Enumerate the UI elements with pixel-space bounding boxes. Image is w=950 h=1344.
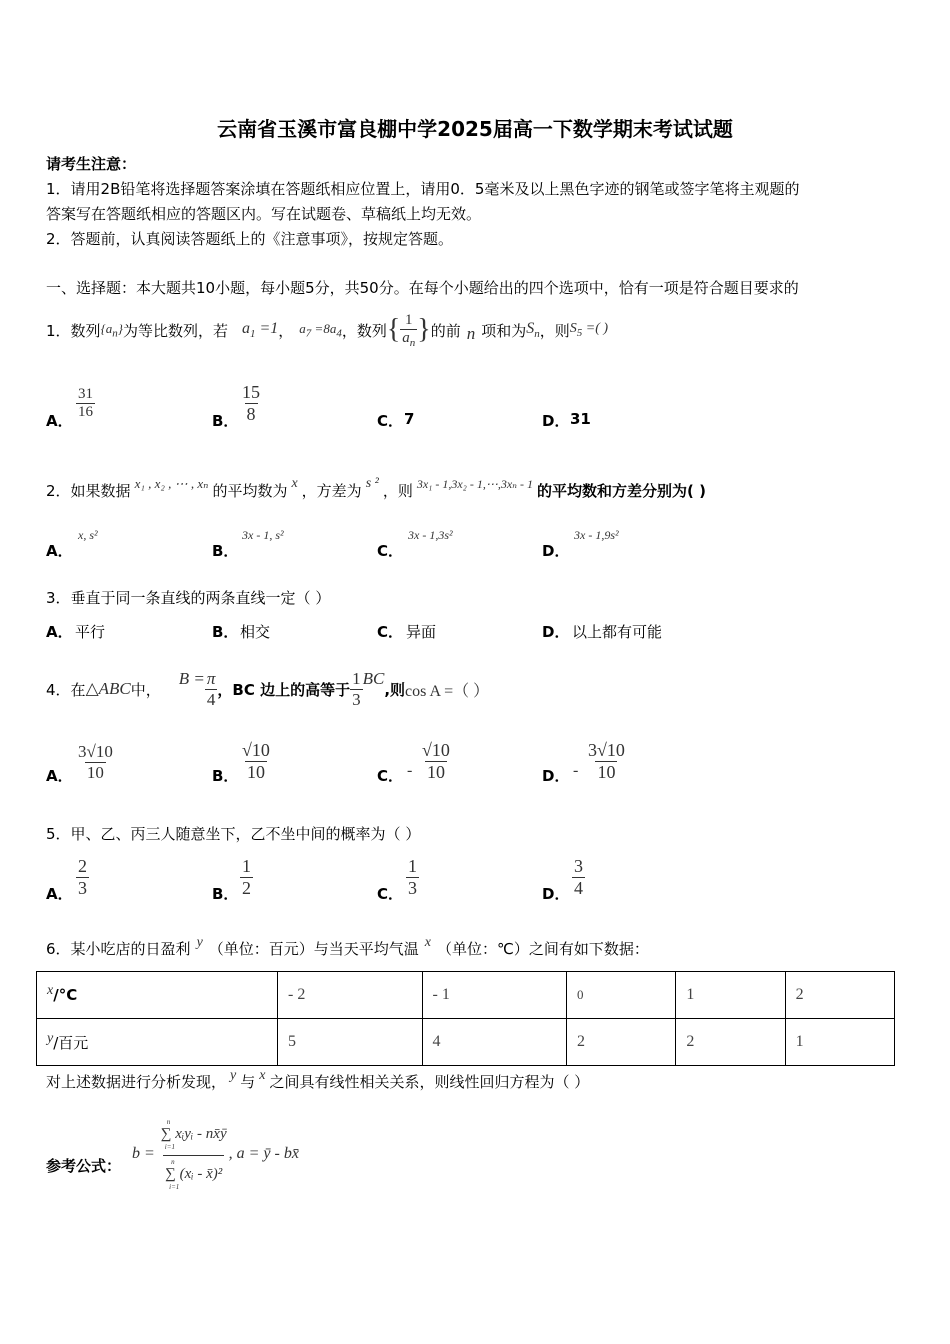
q3-option-b-label: B． — [212, 623, 239, 641]
question-1 — [46, 300, 608, 360]
q4-option-b-value — [240, 740, 272, 783]
q2-option-b-label: B． — [212, 542, 239, 560]
q4-text-3: ，BC 边上的高等于 — [217, 680, 351, 699]
q2-option-d-label: D． — [542, 542, 570, 560]
q2-option-d-value: 3x - 1,9s² — [574, 528, 619, 542]
table-cell: 2 — [785, 972, 894, 1019]
table-cell: 1 — [676, 972, 785, 1019]
q3-option-c-label: C． — [377, 623, 404, 641]
q1-option-a-value — [76, 386, 95, 421]
q2-option-a-label: A． — [46, 542, 73, 560]
q6-after-y: y — [230, 1068, 237, 1083]
q1-math-a1-end: =1 — [255, 319, 279, 337]
q1-math-a1: a — [241, 319, 250, 337]
q4-angle-num: π — [206, 668, 216, 688]
formula-sum-bottom-den: i=1 — [169, 1182, 180, 1191]
q4-math-triangle: △ABC — [85, 679, 131, 698]
formula-sum-bottom-num: i=1 — [164, 1142, 175, 1151]
q4-b-num: √10 — [242, 740, 270, 760]
formula-a: , a = ȳ - bx̄ — [228, 1145, 299, 1162]
data-table — [36, 971, 895, 1066]
notice-line-2: 答案写在答题纸相应的答题区内。写在试题卷、草稿纸上均无效。 — [46, 205, 482, 223]
q4-option-d-sign: - — [573, 762, 579, 779]
formula-denominator: ∑ (xᵢ - x̄)² — [165, 1165, 223, 1182]
q5-option-d-value — [572, 856, 585, 899]
table-cell: - 2 — [278, 972, 423, 1019]
q4-angle-den: 4 — [206, 689, 216, 709]
q5-option-b-label: B． — [212, 885, 239, 903]
q1-math-a1-sub: 1 — [249, 328, 256, 341]
q1-text-1: 数列 — [70, 321, 101, 340]
q1-option-d-label: D． — [542, 412, 570, 430]
q4-text-4: ,则 — [384, 680, 406, 699]
q5-c-num: 1 — [408, 856, 417, 876]
formula-numerator: ∑ xᵢyᵢ - nx̄ȳ — [160, 1125, 227, 1142]
q1-math-s5-end: =( ) — [582, 321, 609, 337]
q4-fraction-angle — [205, 669, 218, 710]
q1-math-s5: S — [569, 321, 577, 337]
q1-a-num: 31 — [78, 386, 93, 402]
q1-text-4: 的前 — [430, 321, 461, 340]
table-cell: 2 — [676, 1019, 785, 1066]
q2-math-variance: s ² — [365, 476, 379, 491]
q4-option-c-label: C． — [377, 767, 404, 785]
q1-option-c-label: C． — [377, 412, 404, 430]
q3-option-d-label: D． — [542, 623, 570, 641]
q6-text-3: （单位：℃）之间有如下数据： — [437, 939, 649, 958]
q6-math-x: x — [424, 935, 432, 950]
q6-after-2: 与 — [240, 1072, 256, 1091]
q2-text-4: ，则 — [382, 481, 413, 500]
q1-math-s5-sub: 5 — [576, 326, 583, 339]
q1-math-an-sub: n — [112, 327, 118, 340]
q4-d-den: 10 — [597, 762, 616, 782]
q1-text-3: ，数列 — [341, 321, 387, 340]
q4-math-bc: BC — [362, 669, 385, 688]
q2-math-mean: x — [291, 476, 298, 491]
q4-c-den: 10 — [426, 762, 445, 782]
formula-sum-top-num: n — [166, 1117, 171, 1126]
question-3: 3．垂直于同一条直线的两条直线一定（ ） — [46, 589, 331, 607]
q3-option-d-value: 以上都有可能 — [572, 623, 663, 641]
q4-math-cos: cos A =（ ） — [405, 682, 490, 700]
q1-option-c-value: 7 — [404, 410, 415, 428]
q4-c-num: √10 — [422, 740, 450, 760]
q5-option-c-value — [406, 856, 419, 899]
q1-fraction-num: 1 — [405, 311, 413, 328]
table-row — [37, 1019, 895, 1066]
q4-option-d-value — [586, 740, 627, 783]
q4-option-d-label: D． — [542, 767, 570, 785]
section-heading: 一、选择题：本大题共10小题，每小题5分，共50分。在每个小题给出的四个选项中，恰有一项是符合题目要求的 — [46, 279, 799, 297]
table-cell: 2 — [567, 1019, 676, 1066]
q1-math-an-end: } — [117, 320, 123, 336]
table-row-header-y — [37, 1019, 278, 1066]
q1-option-d-value: 31 — [570, 410, 591, 428]
q5-option-b-value — [240, 856, 253, 899]
question-6 — [46, 933, 649, 963]
q1-math-a7: a — [299, 320, 306, 336]
q6-text-2: （单位：百元）与当天平均气温 — [208, 939, 419, 958]
q3-option-a-value: 平行 — [75, 623, 106, 641]
q4-number: 4． — [46, 680, 71, 699]
q2-text-3: ，方差为 — [301, 481, 362, 500]
q3-option-a-label: A． — [46, 623, 73, 641]
q6-after-1: 对上述数据进行分析发现， — [46, 1072, 227, 1091]
q5-option-a-label: A． — [46, 885, 73, 903]
q4-b-den: 10 — [246, 762, 265, 782]
q5-d-num: 3 — [574, 856, 583, 876]
q6-analysis — [46, 1066, 589, 1096]
q1-a-den: 16 — [78, 404, 93, 420]
q1-brace-left: { — [386, 314, 401, 345]
q4-option-b-label: B． — [212, 767, 239, 785]
q2-option-a-value: x, s² — [78, 528, 98, 542]
q5-a-num: 2 — [78, 856, 87, 876]
table-head-y-unit: /百元 — [53, 1033, 89, 1052]
table-head-y-var: y — [47, 1030, 54, 1046]
q1-math-a4-sub: 4 — [336, 327, 342, 340]
q2-text-1: 如果数据 — [70, 481, 131, 500]
q2-option-c-value: 3x - 1,3s² — [408, 528, 453, 542]
q6-after-x: x — [259, 1068, 266, 1083]
q1-fraction — [400, 312, 417, 349]
q1-text-2: 为等比数列，若 — [122, 321, 228, 340]
q1-math-an: {a — [100, 320, 113, 336]
q1-brace-right: } — [417, 314, 431, 345]
notice-heading: 请考生注意： — [46, 155, 137, 173]
q4-option-a-value — [76, 742, 115, 783]
table-cell: 0 — [567, 972, 676, 1019]
q4-option-c-sign: - — [407, 762, 413, 779]
q5-a-den: 3 — [78, 878, 87, 898]
q1-math-a7-end: =8a — [311, 320, 337, 336]
q2-math-data: x₁ , x₂ , ⋯ , xₙ — [134, 476, 209, 491]
q1-text-5: 项和为 — [481, 321, 527, 340]
table-cell: - 1 — [422, 972, 567, 1019]
q1-comma: ， — [278, 321, 294, 340]
table-head-x-unit: /°C — [53, 985, 78, 1004]
q1-b-den: 8 — [246, 404, 256, 424]
formula-label: 参考公式： — [46, 1157, 122, 1175]
table-row — [37, 972, 895, 1019]
q5-option-c-label: C． — [377, 885, 404, 903]
table-head-x-var: x — [47, 982, 54, 998]
q5-option-a-value — [76, 856, 89, 899]
question-5: 5．甲、乙、丙三人随意坐下，乙不坐中间的概率为（ ） — [46, 825, 421, 843]
question-2 — [46, 470, 706, 510]
q1-option-a-label: A． — [46, 412, 73, 430]
q1-option-b-value — [240, 382, 262, 425]
q1-math-a7-sub: 7 — [305, 327, 312, 340]
q4-option-a-label: A． — [46, 767, 73, 785]
q4-text-2: 中， — [130, 680, 161, 699]
q6-math-y: y — [196, 935, 203, 950]
q5-d-den: 4 — [574, 878, 583, 898]
q4-option-c-value — [420, 740, 452, 783]
question-4 — [46, 655, 489, 723]
q1-b-num: 15 — [242, 382, 260, 402]
formula-sum-top-den: n — [171, 1157, 175, 1166]
q2-text-2: 的平均数为 — [212, 481, 288, 500]
q4-math-b: B = — [178, 669, 205, 688]
q2-option-c-label: C． — [377, 542, 404, 560]
notice-line-1: 1．请用2B铅笔将选择题答案涂填在答题纸相应位置上，请用0．5毫米及以上黑色字迹的钢笔或签字笔将主观题的 — [46, 180, 800, 198]
q1-number: 1． — [46, 321, 71, 340]
q3-option-b-value: 相交 — [240, 623, 271, 641]
table-cell: 1 — [785, 1019, 894, 1066]
q6-number: 6． — [46, 939, 71, 958]
q4-a-num: 3√10 — [78, 742, 113, 761]
q1-option-b-label: B． — [212, 412, 239, 430]
page-title: 云南省玉溪市富良棚中学2025届高一下数学期末考试试题 — [217, 117, 733, 141]
q4-fraction-third — [350, 669, 363, 710]
q3-option-c-value: 异面 — [406, 623, 437, 641]
q1-math-sn: S — [526, 319, 535, 337]
regression-formula — [132, 1104, 299, 1204]
q6-text-1: 某小吃店的日盈利 — [70, 939, 191, 958]
q1-fraction-den: a — [402, 329, 410, 346]
q6-after-3: 之间具有线性相关关系，则线性回归方程为（ ） — [269, 1072, 590, 1091]
q5-b-num: 1 — [242, 856, 251, 876]
q4-third-num: 1 — [352, 668, 361, 688]
q4-d-num: 3√10 — [588, 740, 625, 760]
formula-fraction — [159, 1118, 229, 1191]
q4-a-den: 10 — [86, 763, 104, 782]
q4-text-1: 在 — [70, 680, 86, 699]
notice-line-3: 2．答题前，认真阅读答题纸上的《注意事项》，按规定答题。 — [46, 230, 454, 248]
q1-math-n: n — [466, 324, 476, 343]
q2-math-transformed: 3x₁ - 1,3x₂ - 1,⋯,3xₙ - 1 — [416, 476, 534, 491]
q4-third-den: 3 — [352, 689, 361, 709]
q5-b-den: 2 — [242, 878, 251, 898]
q2-text-5: 的平均数和方差分别为( ) — [537, 481, 706, 500]
table-cell: 4 — [422, 1019, 567, 1066]
formula-b: b = — [132, 1145, 155, 1162]
q2-option-b-value: 3x - 1, s² — [242, 528, 284, 542]
q5-c-den: 3 — [408, 878, 417, 898]
table-cell: 5 — [278, 1019, 423, 1066]
q1-math-sn-sub: n — [534, 328, 540, 341]
q1-text-6: ，则 — [539, 321, 570, 340]
q1-fraction-den-sub: n — [409, 336, 416, 349]
table-row-header-x — [37, 972, 278, 1019]
q2-number: 2． — [46, 481, 71, 500]
q5-option-d-label: D． — [542, 885, 570, 903]
